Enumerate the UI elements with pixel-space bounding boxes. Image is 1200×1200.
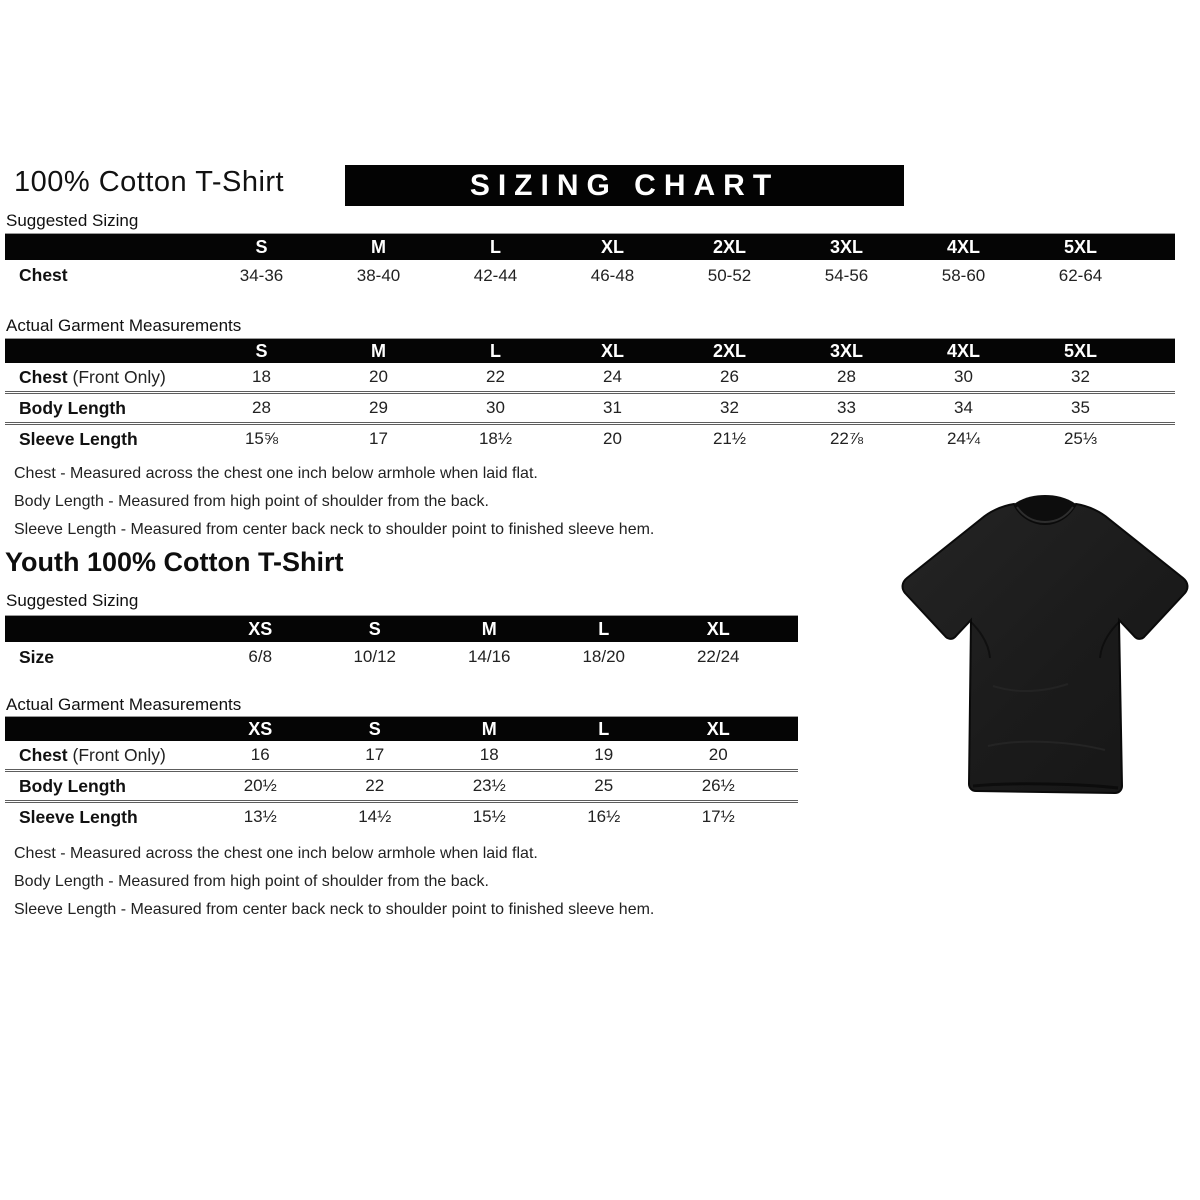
tshirt-product-image xyxy=(893,486,1193,808)
size-col-l: L xyxy=(598,718,610,739)
adult-measurement-notes xyxy=(14,460,654,544)
youth-suggested-sizing-label: Suggested Sizing xyxy=(6,591,139,610)
size-col-s: S xyxy=(368,718,381,739)
cell: 26 xyxy=(720,367,739,386)
cell: 25⅓ xyxy=(1063,429,1098,448)
cell: 14/16 xyxy=(467,647,511,666)
cell: 17 xyxy=(365,745,385,764)
cell: 28 xyxy=(252,398,271,417)
size-col-l: L xyxy=(490,236,501,257)
size-col-xl: XL xyxy=(600,340,624,361)
row-label: Chest (Front Only) xyxy=(19,366,166,387)
size-col-3xl: 3XL xyxy=(829,340,863,361)
note-sleeve: Sleeve Length - Measured from center back neck to shoulder point to finished sleeve hem. xyxy=(14,901,655,918)
cell: 17½ xyxy=(701,807,735,826)
adult-actual-measurements-label: Actual Garment Measurements xyxy=(6,316,242,335)
row-label: Sleeve Length xyxy=(19,806,138,827)
cell: 14½ xyxy=(358,807,392,826)
cell: 34-36 xyxy=(239,265,284,285)
note-sleeve: Sleeve Length - Measured from center back neck to shoulder point to finished sleeve hem. xyxy=(14,521,655,538)
size-col-5xl: 5XL xyxy=(1063,340,1097,361)
cell: 16 xyxy=(250,745,270,764)
youth-actual-measurements-label: Actual Garment Measurements xyxy=(6,695,242,714)
cell: 18 xyxy=(479,745,499,764)
size-col-xs: XS xyxy=(248,618,273,639)
row-label: Body Length xyxy=(19,397,126,418)
cell: 32 xyxy=(1071,367,1090,386)
size-col-3xl: 3XL xyxy=(829,236,863,257)
cell: 16½ xyxy=(587,807,621,826)
cell: 20 xyxy=(369,367,388,386)
size-col-l: L xyxy=(490,340,501,361)
row-label: Chest xyxy=(19,265,68,285)
size-col-l: L xyxy=(598,618,610,639)
cell: 6/8 xyxy=(248,647,273,666)
size-col-m: M xyxy=(481,718,497,739)
cell: 13½ xyxy=(243,807,277,826)
cell: 34 xyxy=(954,398,973,417)
table-header-row xyxy=(5,716,798,741)
cell: 50-52 xyxy=(707,265,752,285)
size-col-xl: XL xyxy=(706,618,730,639)
row-label: Body Length xyxy=(19,775,126,796)
cell: 35 xyxy=(1071,398,1090,417)
table-row-size xyxy=(5,642,798,672)
cell: 22/24 xyxy=(696,647,740,666)
cell: 46-48 xyxy=(590,265,635,285)
tshirt-illustration xyxy=(893,486,1193,808)
cell: 17 xyxy=(369,429,388,448)
cell: 22 xyxy=(365,776,385,795)
size-col-m: M xyxy=(481,618,497,639)
youth-suggested-sizing-table xyxy=(5,615,798,672)
size-col-xl: XL xyxy=(600,236,624,257)
cell: 20 xyxy=(603,429,622,448)
table-row-chest xyxy=(5,741,798,769)
size-col-xl: XL xyxy=(706,718,730,739)
size-col-2xl: 2XL xyxy=(712,340,746,361)
size-col-m: M xyxy=(371,340,386,361)
row-label: Sleeve Length xyxy=(19,428,138,449)
cell: 18½ xyxy=(478,429,513,448)
cell: 18 xyxy=(252,367,271,386)
cell: 38-40 xyxy=(356,265,401,285)
page-title: 100% Cotton T-Shirt xyxy=(14,166,285,198)
size-col-s: S xyxy=(255,236,268,257)
cell: 22⅞ xyxy=(829,429,864,448)
size-col-2xl: 2XL xyxy=(712,236,746,257)
row-label: Chest (Front Only) xyxy=(19,744,166,765)
cell: 58-60 xyxy=(941,265,986,285)
cell: 30 xyxy=(954,367,973,386)
table-header-row xyxy=(5,615,798,642)
size-col-5xl: 5XL xyxy=(1063,236,1097,257)
cell: 15½ xyxy=(472,807,506,826)
cell: 33 xyxy=(837,398,856,417)
cell: 23½ xyxy=(472,776,506,795)
adult-suggested-sizing-table xyxy=(5,233,1175,291)
note-chest: Chest - Measured across the chest one inch below armhole when laid flat. xyxy=(14,465,538,482)
table-row-sleeve-length xyxy=(5,800,798,831)
size-col-s: S xyxy=(255,340,268,361)
cell: 18/20 xyxy=(582,647,626,666)
cell: 21½ xyxy=(712,429,747,448)
size-col-xs: XS xyxy=(248,718,273,739)
cell: 24 xyxy=(603,367,622,386)
cell: 10/12 xyxy=(353,647,397,666)
size-col-4xl: 4XL xyxy=(946,340,980,361)
note-body: Body Length - Measured from high point of shoulder from the back. xyxy=(14,493,489,510)
table-row-sleeve-length xyxy=(5,422,1175,453)
size-col-4xl: 4XL xyxy=(946,236,980,257)
adult-actual-measurements-table xyxy=(5,338,1175,453)
row-label: Size xyxy=(19,646,55,667)
cell: 22 xyxy=(486,367,505,386)
table-header-row xyxy=(5,338,1175,363)
cell: 15⅝ xyxy=(244,429,279,448)
youth-section-title: Youth 100% Cotton T-Shirt xyxy=(5,547,344,577)
table-row-chest xyxy=(5,363,1175,391)
cell: 25 xyxy=(594,776,614,795)
cell: 62-64 xyxy=(1058,265,1103,285)
note-body: Body Length - Measured from high point of shoulder from the back. xyxy=(14,873,489,890)
cell: 29 xyxy=(369,398,388,417)
table-row-body-length xyxy=(5,769,798,800)
cell: 24¼ xyxy=(946,429,981,448)
table-header-row xyxy=(5,233,1175,260)
youth-measurement-notes xyxy=(14,840,654,924)
size-col-m: M xyxy=(371,236,386,257)
table-row-body-length xyxy=(5,391,1175,422)
note-chest: Chest - Measured across the chest one inch below armhole when laid flat. xyxy=(14,845,538,862)
cell: 26½ xyxy=(701,776,735,795)
size-col-s: S xyxy=(368,618,381,639)
cell: 32 xyxy=(720,398,739,417)
cell: 31 xyxy=(603,398,622,417)
table-row-chest xyxy=(5,260,1175,291)
adult-suggested-sizing-label: Suggested Sizing xyxy=(6,211,139,230)
cell: 28 xyxy=(837,367,856,386)
cell: 20 xyxy=(708,745,728,764)
cell: 20½ xyxy=(243,776,277,795)
cell: 54-56 xyxy=(824,265,869,285)
cell: 30 xyxy=(486,398,505,417)
cell: 19 xyxy=(594,745,614,764)
cell: 42-44 xyxy=(473,265,518,285)
sizing-chart-banner: SIZING CHART xyxy=(345,165,904,206)
youth-actual-measurements-table xyxy=(5,716,798,831)
